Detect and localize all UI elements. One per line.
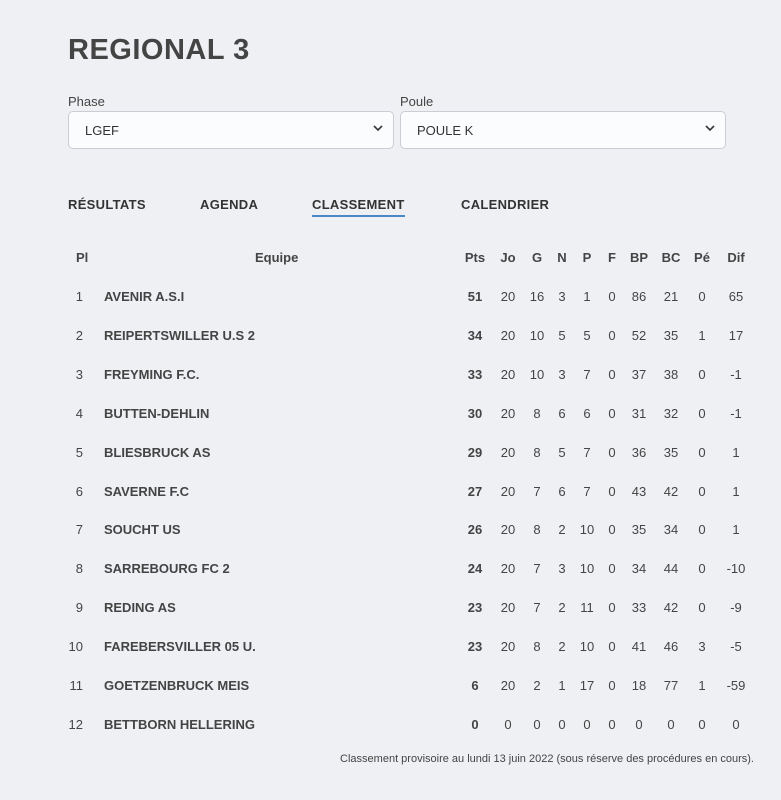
bc-cell: 34 [663,522,679,537]
hdr-bp-header: BP [629,250,649,265]
phase-value: LGEF [85,123,119,138]
f-cell: 0 [608,484,616,499]
chevron-down-icon [371,121,385,135]
phase-select[interactable] [68,111,394,149]
pe-cell: 1 [698,328,706,343]
hdr-equipe-header: Equipe [255,250,299,265]
table-row [0,484,781,506]
team-name-cell: SOUCHT US [104,522,181,537]
rank-cell: 9 [75,600,83,615]
bp-cell: 31 [631,406,647,421]
f-cell: 0 [608,522,616,537]
bp-cell: 33 [631,600,647,615]
footnote: Classement provisoire au lundi 13 juin 2022 (sous réserve des procédures en cours). [340,753,754,765]
tab-classement[interactable]: CLASSEMENT [312,197,405,212]
pts-cell: 23 [467,600,483,615]
pe-cell: 0 [698,445,706,460]
bp-cell: 37 [631,367,647,382]
jo-cell: 20 [500,406,516,421]
p-cell: 7 [583,367,591,382]
hdr-pl-header: Pl [76,250,89,265]
f-cell: 0 [608,289,616,304]
rank-cell: 5 [75,445,83,460]
n-cell: 3 [558,561,566,576]
rank-cell: 11 [69,678,83,693]
hdr-g-header: G [531,250,543,265]
table-row [0,445,781,467]
dif-cell: -1 [730,367,742,382]
team-name-cell: BLIESBRUCK AS [104,445,211,460]
n-cell: 5 [558,328,566,343]
jo-cell: 20 [500,367,516,382]
g-cell: 10 [529,367,545,382]
n-cell: 2 [558,522,566,537]
dif-cell: 17 [728,328,744,343]
dif-cell: 0 [732,717,740,732]
f-cell: 0 [608,600,616,615]
chevron-down-icon [703,121,717,135]
team-name-cell: REIPERTSWILLER U.S 2 [104,328,255,343]
n-cell: 3 [558,367,566,382]
hdr-n-header: N [557,250,567,265]
pe-cell: 0 [698,717,706,732]
bp-cell: 52 [631,328,647,343]
table-row [0,561,781,583]
hdr-pts-header: Pts [464,250,486,265]
bp-cell: 86 [631,289,647,304]
n-cell: 0 [558,717,566,732]
hdr-pe-header: Pé [694,250,710,265]
dif-cell: 65 [728,289,744,304]
phase-label: Phase [68,94,105,109]
jo-cell: 20 [500,445,516,460]
team-name-cell: SAVERNE F.C [104,484,189,499]
bp-cell: 36 [631,445,647,460]
bp-cell: 0 [635,717,643,732]
dif-cell: -1 [730,406,742,421]
p-cell: 11 [580,600,594,615]
p-cell: 10 [579,561,595,576]
pts-cell: 51 [467,289,483,304]
pts-cell: 0 [471,717,479,732]
pts-cell: 6 [471,678,479,693]
table-row [0,328,781,350]
g-cell: 8 [533,639,541,654]
bp-cell: 35 [631,522,647,537]
pe-cell: 0 [698,561,706,576]
jo-cell: 20 [500,639,516,654]
bc-cell: 35 [663,328,679,343]
jo-cell: 20 [500,522,516,537]
bc-cell: 32 [663,406,679,421]
p-cell: 5 [583,328,591,343]
bp-cell: 41 [631,639,647,654]
dif-cell: 1 [732,445,740,460]
n-cell: 6 [558,406,566,421]
n-cell: 1 [558,678,566,693]
tab-calendrier[interactable]: CALENDRIER [461,197,550,212]
dif-cell: -9 [730,600,742,615]
p-cell: 1 [583,289,591,304]
team-name-cell: AVENIR A.S.I [104,289,185,304]
team-name-cell: SARREBOURG FC 2 [104,561,230,576]
g-cell: 10 [529,328,545,343]
pe-cell: 0 [698,600,706,615]
page-title: REGIONAL 3 [68,34,250,66]
hdr-f-header: F [608,250,616,265]
jo-cell: 0 [504,717,512,732]
pts-cell: 30 [467,406,483,421]
f-cell: 0 [608,717,616,732]
pe-cell: 0 [698,522,706,537]
dif-cell: -5 [730,639,742,654]
pe-cell: 1 [698,678,706,693]
jo-cell: 20 [500,328,516,343]
rank-cell: 12 [68,717,83,732]
pe-cell: 0 [698,289,706,304]
bc-cell: 44 [663,561,679,576]
bp-cell: 43 [631,484,647,499]
rank-cell: 4 [75,406,83,421]
team-name-cell: GOETZENBRUCK MEIS [104,678,250,693]
bc-cell: 0 [667,717,675,732]
g-cell: 7 [533,484,541,499]
dif-cell: 1 [732,484,740,499]
bc-cell: 38 [663,367,679,382]
g-cell: 16 [529,289,545,304]
hdr-dif-header: Dif [727,250,745,265]
n-cell: 2 [558,600,566,615]
rank-cell: 7 [75,522,83,537]
rank-cell: 3 [75,367,83,382]
hdr-jo-header: Jo [500,250,516,265]
pts-cell: 26 [467,522,483,537]
g-cell: 0 [533,717,541,732]
f-cell: 0 [608,406,616,421]
rank-cell: 1 [75,289,83,304]
p-cell: 17 [579,678,595,693]
table-row [0,678,781,700]
rank-cell: 8 [75,561,83,576]
g-cell: 8 [533,445,541,460]
table-row [0,717,781,739]
f-cell: 0 [608,561,616,576]
team-name-cell: BETTBORN HELLERING [104,717,255,732]
poule-value: POULE K [417,123,474,138]
n-cell: 2 [558,639,566,654]
jo-cell: 20 [500,289,516,304]
p-cell: 0 [583,717,591,732]
dif-cell: -10 [726,561,746,576]
f-cell: 0 [608,328,616,343]
pts-cell: 29 [467,445,483,460]
g-cell: 8 [533,406,541,421]
team-name-cell: BUTTEN-DEHLIN [104,406,210,421]
rank-cell: 10 [68,639,83,654]
rank-cell: 2 [75,328,83,343]
f-cell: 0 [608,678,616,693]
bc-cell: 21 [663,289,679,304]
pts-cell: 34 [467,328,483,343]
jo-cell: 20 [500,600,516,615]
pts-cell: 24 [467,561,483,576]
tab-resultats[interactable]: RÉSULTATS [68,197,146,212]
bc-cell: 35 [663,445,679,460]
bp-cell: 18 [631,678,647,693]
g-cell: 2 [533,678,541,693]
table-row [0,600,781,622]
pe-cell: 0 [698,367,706,382]
pe-cell: 0 [698,484,706,499]
pe-cell: 3 [698,639,706,654]
f-cell: 0 [608,367,616,382]
n-cell: 6 [558,484,566,499]
bc-cell: 42 [663,484,679,499]
team-name-cell: FAREBERSVILLER 05 U. [104,639,256,654]
jo-cell: 20 [500,678,516,693]
rank-cell: 6 [75,484,83,499]
g-cell: 7 [533,561,541,576]
g-cell: 7 [533,600,541,615]
pe-cell: 0 [698,406,706,421]
pts-cell: 27 [467,484,483,499]
bc-cell: 42 [663,600,679,615]
active-tab-underline [312,215,405,217]
n-cell: 5 [558,445,566,460]
table-row [0,406,781,428]
p-cell: 10 [579,639,595,654]
table-row [0,367,781,389]
bc-cell: 46 [663,639,679,654]
jo-cell: 20 [500,484,516,499]
n-cell: 3 [558,289,566,304]
team-name-cell: FREYMING F.C. [104,367,200,382]
p-cell: 7 [583,445,591,460]
poule-label: Poule [400,94,434,109]
table-row [0,639,781,661]
hdr-p-header: P [582,250,592,265]
pts-cell: 23 [467,639,483,654]
poule-select[interactable] [400,111,726,149]
jo-cell: 20 [500,561,516,576]
g-cell: 8 [533,522,541,537]
p-cell: 6 [583,406,591,421]
p-cell: 7 [583,484,591,499]
tab-agenda[interactable]: AGENDA [200,197,259,212]
p-cell: 10 [579,522,595,537]
table-row [0,289,781,311]
pts-cell: 33 [467,367,483,382]
bc-cell: 77 [663,678,679,693]
hdr-bc-header: BC [661,250,681,265]
dif-cell: 1 [732,522,740,537]
dif-cell: -59 [726,678,746,693]
bp-cell: 34 [631,561,647,576]
team-name-cell: REDING AS [104,600,176,615]
f-cell: 0 [608,639,616,654]
table-row [0,522,781,544]
f-cell: 0 [608,445,616,460]
